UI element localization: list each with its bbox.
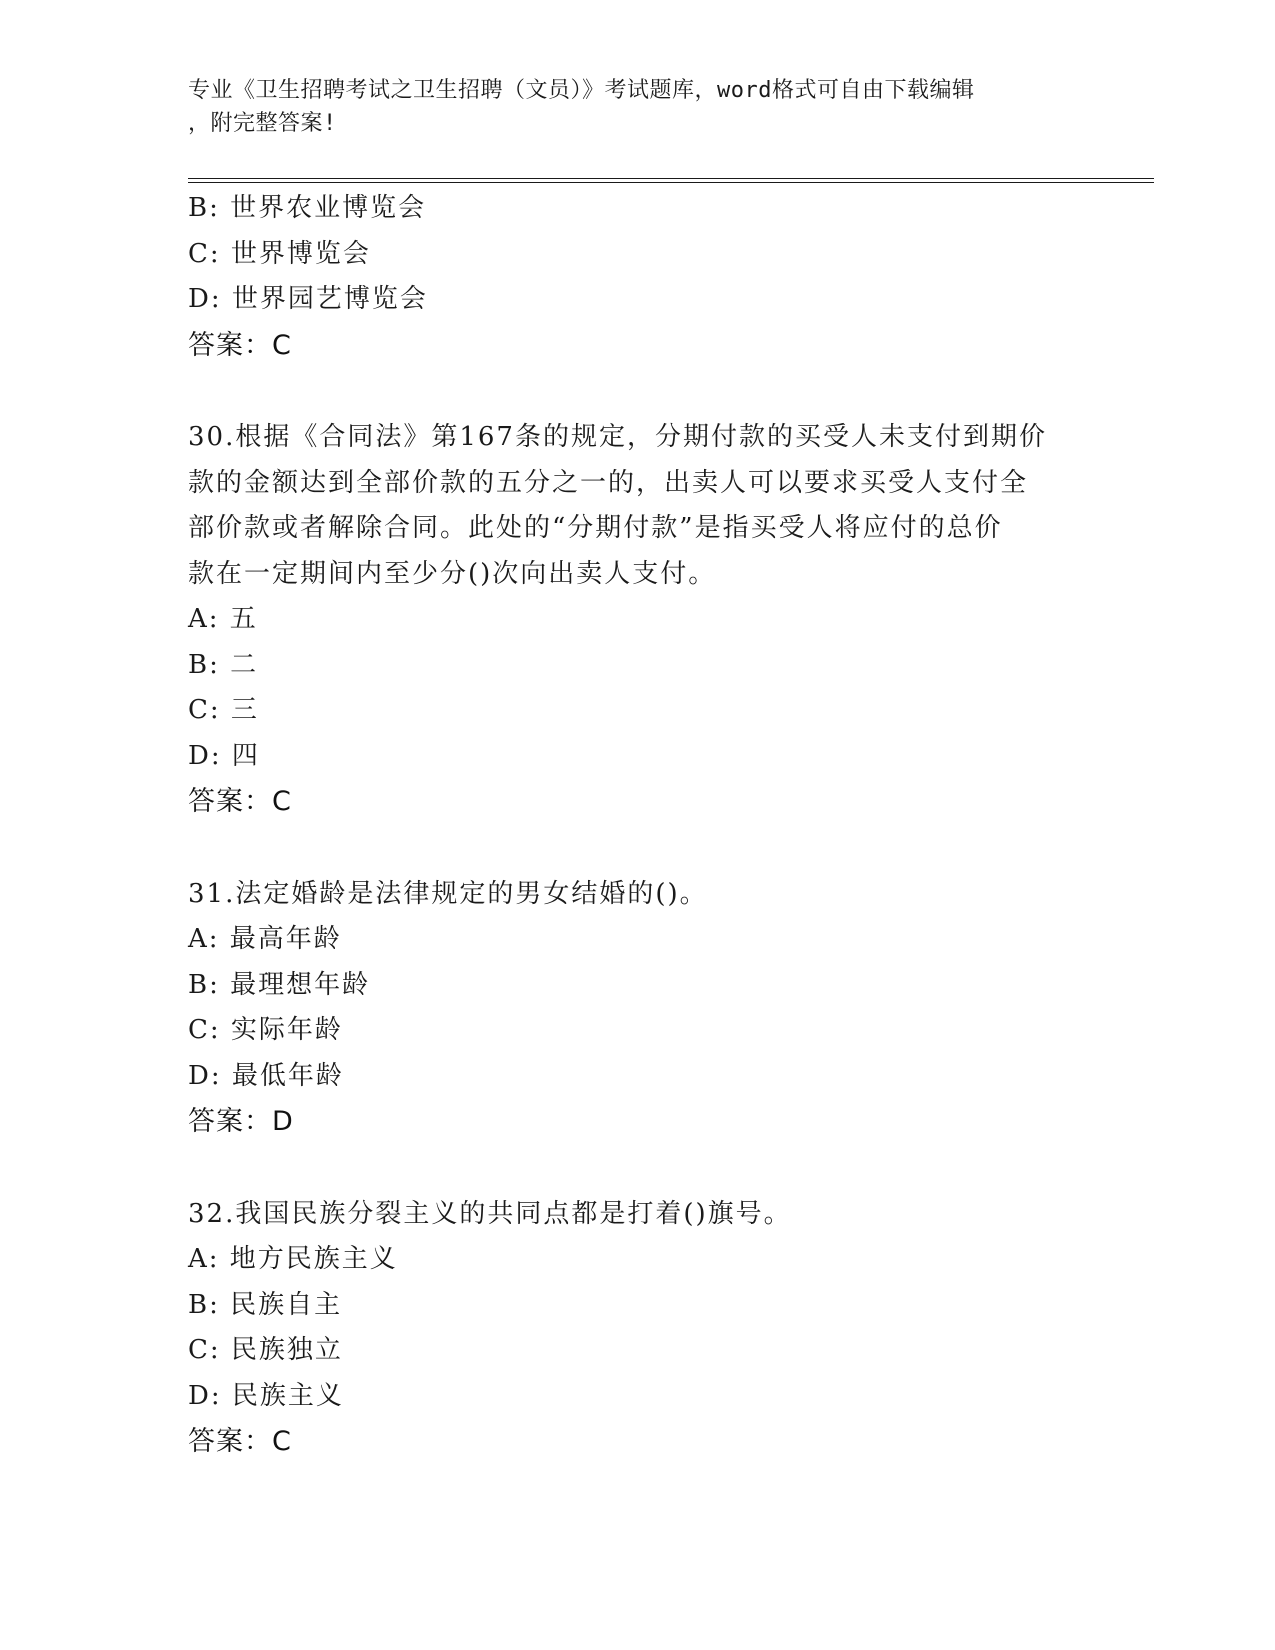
option-d: D: 最低年龄 [188,1060,344,1091]
answer-label: 答案：C [188,1426,292,1457]
answer-label: 答案：D [188,1106,294,1137]
option-a: A: 五 [188,604,258,634]
option-d: D: 民族主义 [188,1380,344,1411]
answer-label: 答案：C [188,329,292,361]
option-b: B: 二 [188,649,259,680]
spacer [188,368,1088,415]
option-c: C: 民族独立 [188,1335,343,1365]
option-d: D: 四 [188,740,260,771]
question-text-line: 款在一定期间内至少分()次向出卖人支付。 [188,558,717,589]
option-b: B: 最理想年龄 [188,969,371,1000]
spacer [188,825,1088,872]
option-c: C: 世界博览会 [188,238,371,269]
prev-question-block [188,186,1088,368]
question-31 [188,872,1088,1145]
option-c: C: 三 [188,695,259,725]
question-text-line: 部价款或者解除合同。此处的“分期付款”是指买受人将应付的总价 [188,513,1003,543]
question-32 [188,1192,1088,1465]
header-title-line-1: 专业《卫生招聘考试之卫生招聘（文员）》考试题库，word格式可自由下载编辑 [188,78,975,103]
question-30 [188,415,1088,825]
option-a: A: 地方民族主义 [188,1244,398,1274]
option-c: C: 实际年龄 [188,1015,343,1045]
header-divider-top [188,178,1154,179]
answer-label: 答案：C [188,786,292,817]
option-d: D: 世界园艺博览会 [188,284,428,314]
spacer [188,1145,1088,1192]
header-title-line-2: ，附完整答案! [188,111,337,136]
question-list [188,186,1088,1465]
option-a: A: 最高年龄 [188,924,342,954]
option-b: B: 民族自主 [188,1289,343,1320]
header-divider-bottom [188,182,1154,183]
question-text-line: 32.我国民族分裂主义的共同点都是打着()旗号。 [188,1198,792,1229]
question-text-line: 31.法定婚龄是法律规定的男女结婚的()。 [188,878,708,909]
question-text-line: 30.根据《合同法》第167条的规定，分期付款的买受人未支付到期价 [188,422,1047,452]
option-b: B: 世界农业博览会 [188,193,427,223]
document-header [188,74,1068,140]
question-text-line: 款的金额达到全部价款的五分之一的，出卖人可以要求买受人支付全 [188,467,1029,498]
